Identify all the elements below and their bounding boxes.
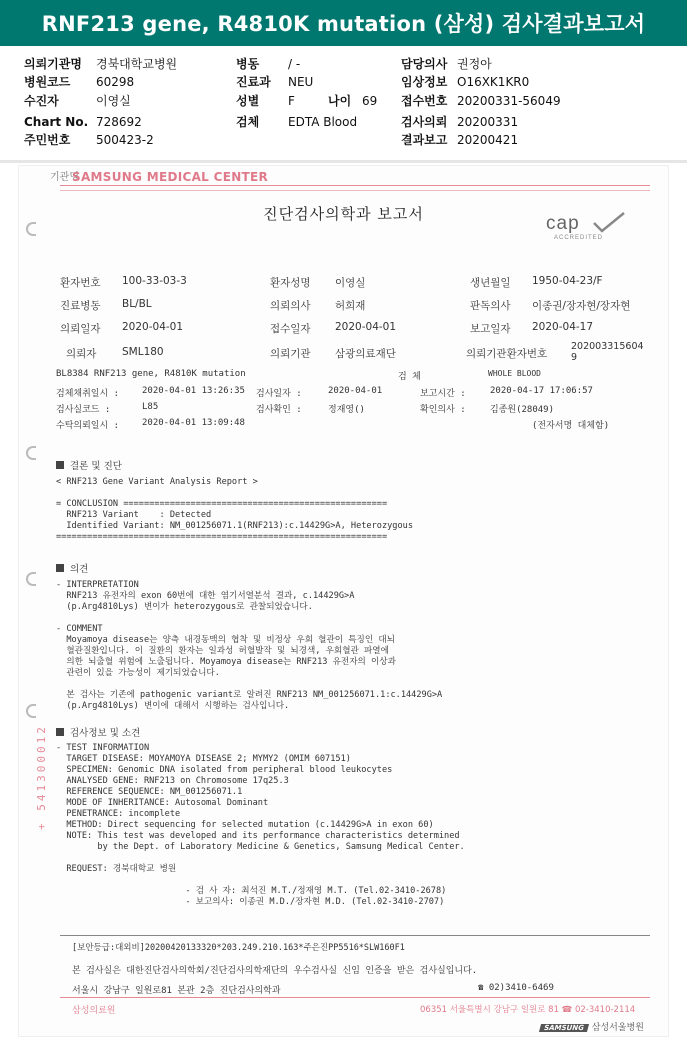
bottom-rule xyxy=(60,935,650,936)
name-value: 이영실 xyxy=(335,277,366,289)
chart-row: Chart No. 728692 xyxy=(24,115,142,129)
req-pt-value-2: 9 xyxy=(571,352,578,363)
esign-note: (전자서명 대체함) xyxy=(532,421,610,431)
verify-label: 확인의사 : xyxy=(420,405,466,415)
security-line: [보안등급:대외비]20200420133320*203.249.210.163*주은진PP5516*SLW160F1 xyxy=(72,943,405,953)
report-row: 결과보고 20200421 xyxy=(401,133,519,147)
top-rule xyxy=(60,185,650,186)
cap-accredited-logo: cap ACCREDITED xyxy=(544,213,628,245)
specimen-value: WHOLE BLOOD xyxy=(488,369,541,378)
specimen-row: 검체 EDTA Blood xyxy=(236,115,358,129)
section-conclusion-heading: 결론 및 진단 xyxy=(56,458,122,472)
report-banner: RNF213 gene, R4810K mutation (삼성) 검사결과보고서 xyxy=(0,0,687,46)
punch-hole-icon xyxy=(26,704,36,718)
test-date-value: 2020-04-01 xyxy=(328,386,383,396)
conclusion-block: < RNF213 Gene Variant Analysis Report > = CONCLUSION =================================================== RNF213 Variant : Detected Identified Variant: NM_001256071.1(RNF213):c.14429G>A, Heterozygous ================================================================ xyxy=(56,477,413,542)
dob-value: 1950-04-23/F xyxy=(532,275,603,287)
address-line: 서울시 강남구 일원로81 본관 2층 진단검사의학과 xyxy=(72,986,281,996)
footer-address: 06351 서울특별시 강남구 일원로 81 ☎ 02-3410-2114 xyxy=(420,1005,636,1015)
rep-date-value: 2020-04-17 xyxy=(532,321,594,333)
req-date-value: 2020-04-01 xyxy=(122,321,184,333)
clinical-row: 임상정보 O16XK1KR0 xyxy=(401,75,530,89)
req-doc-value: 허희재 xyxy=(335,300,366,312)
center-prefix: 기관명 xyxy=(50,172,79,183)
reader-value: 이종권/장자현/장자현 xyxy=(532,300,631,312)
confirm-value: 정재영() xyxy=(328,405,365,415)
req-inst-value: 삼광의료재단 xyxy=(335,348,396,360)
requester-value: SML180 xyxy=(122,346,164,358)
section-opinion-heading: 의견 xyxy=(56,561,88,575)
req-inst-label: 의뢰기관 xyxy=(270,348,311,360)
ward-label: 진료병동 xyxy=(60,300,101,312)
patient-no: 100-33-03-3 xyxy=(122,275,187,287)
phone-line: ☎ 02)3410-6469 xyxy=(478,983,554,993)
patient-no-label: 환자번호 xyxy=(60,277,101,289)
report-title: 진단검사의학과 보고서 xyxy=(263,205,424,223)
rec-date-value: 2020-04-01 xyxy=(335,321,397,333)
receipt-row: 접수번호 20200331-56049 xyxy=(401,94,561,108)
header-separator xyxy=(0,160,687,163)
confirm-label: 검사확인 : xyxy=(256,405,302,415)
rep-date-label: 보고일자 xyxy=(470,323,511,335)
req-date-label: 의뢰일자 xyxy=(60,323,101,335)
verify-value: 김종원(28049) xyxy=(490,405,555,415)
specimen-label: 검 체 xyxy=(398,372,421,382)
doctor-row: 담당의사 권정아 xyxy=(401,57,492,71)
opinion-block: - INTERPRETATION RNF213 유전자의 exon 60번에 대한 염기서열분석 결과, c.14429G>A (p.Arg4810Lys) 변이가 heterozygous로 관찰되었습니다. - COMMENT Moyamoya disease는 양측 내경동맥의 협착 및 비정상 우회 혈관이 특징인 대뇌 혈관질환입니다. 이 질환의 환자는 일과성 허혈발작 및 뇌경색, 우회혈관 파열에 의한 뇌출혈 위험에 노출됩니다. Moyamoya disease는 RNF213 유전자의 이상과 관련이 있을 가능성이 제기되었습니다. 본 검사는 기존에 pathogenic variant로 알려진 RNF213 NM_001256071.1:c.14429G>A (p.Arg4810Lys) 변이에 대해서 시행하는 검사입니다. xyxy=(56,580,443,711)
request-row: 검사의뢰 20200331 xyxy=(401,115,519,129)
ward-row: 병동 / - xyxy=(236,57,301,71)
test-date-label: 검사일자 : xyxy=(256,389,302,399)
center-logo: SAMSUNG MEDICAL CENTER xyxy=(72,170,269,184)
collect-value: 2020-04-01 13:26:35 xyxy=(142,386,245,396)
req-pt-value: 202003315604 xyxy=(571,341,644,352)
section-bullet-icon xyxy=(56,461,64,469)
patient-row: 수진자 이영실 xyxy=(24,94,131,108)
dept-row: 진료과 NEU xyxy=(236,75,314,89)
req-pt-label: 의뢰기관환자번호 xyxy=(466,348,548,360)
samsung-logo: SAMSUNG 삼성서울병원 xyxy=(540,1020,644,1033)
checkmark-icon xyxy=(592,211,626,233)
code-row: 병원코드 60298 xyxy=(24,75,135,89)
certification-line: 본 검사실은 대한진단검사의학회/진단검사의학재단의 우수검사실 신임 인증을 받은 검사실입니다. xyxy=(72,966,478,976)
footer-rule xyxy=(60,997,650,998)
reader-label: 판독의사 xyxy=(470,300,511,312)
report-time-value: 2020-04-17 17:06:57 xyxy=(490,386,593,396)
requester-label: 의뢰자 xyxy=(66,348,97,360)
req-doc-label: 의뢰의사 xyxy=(270,300,311,312)
section-bullet-icon xyxy=(56,564,64,572)
sex-row: 성별 F 나이 69 xyxy=(236,94,378,108)
room-value: L85 xyxy=(142,402,159,412)
punch-hole-icon xyxy=(26,572,36,586)
dob-label: 생년월일 xyxy=(470,277,511,289)
report-time-label: 보고시간 : xyxy=(420,389,466,399)
test-code-line: BL8384 RNF213 gene, R4810K mutation xyxy=(56,369,246,379)
room-label: 검사실코드 : xyxy=(56,405,111,415)
section-bullet-icon xyxy=(56,728,64,736)
punch-hole-icon xyxy=(26,446,36,460)
name-label: 환자성명 xyxy=(270,277,311,289)
footer-org: 삼성의료원 xyxy=(72,1006,116,1016)
ward-value: BL/BL xyxy=(122,298,152,310)
testinfo-block: - TEST INFORMATION TARGET DISEASE: MOYAMOYA DISEASE 2; MYMY2 (OMIM 607151) SPECIMEN: Genomic DNA isolated from peripheral blood leukocytes ANALYSED GENE: RNF213 on Chromosome 17q25.3 REFERENCE SEQUENCE: NM_001256071.1 MODE OF INHERITANCE: Autosomal Dominant PENETRANCE: incomplete METHOD: Direct sequencing for selected mutation (c.14429G>A in exon 60) NOTE: This test was developed and its performance characteristics determined by the Dept. of Laboratory Medicine & Genetics, Samsung Medical Center. REQUEST: 경북대학교 병원 - 검 사 자: 최석진 M.T./정재영 M.T. (Tel.02-3410-2678) - 보고의사: 이종권 M.D./장자현 M.D. (Tel.02-3410-2707) xyxy=(56,743,465,907)
section-testinfo-heading: 검사정보 및 소견 xyxy=(56,725,140,739)
hospital-row: 의뢰기관명 경북대학교병원 xyxy=(24,57,178,71)
punch-hole-icon xyxy=(26,222,36,236)
rec-date-label: 접수일자 xyxy=(270,323,311,335)
rrn-row: 주민번호 500423-2 xyxy=(24,133,154,147)
top-rule-2 xyxy=(60,190,650,191)
collect-label: 검체채취일시 : xyxy=(56,389,120,399)
consign-value: 2020-04-01 13:09:48 xyxy=(142,418,245,428)
consign-label: 수탁의뢰일시 : xyxy=(56,421,120,431)
side-serial-number: + 541300012 xyxy=(35,724,48,830)
